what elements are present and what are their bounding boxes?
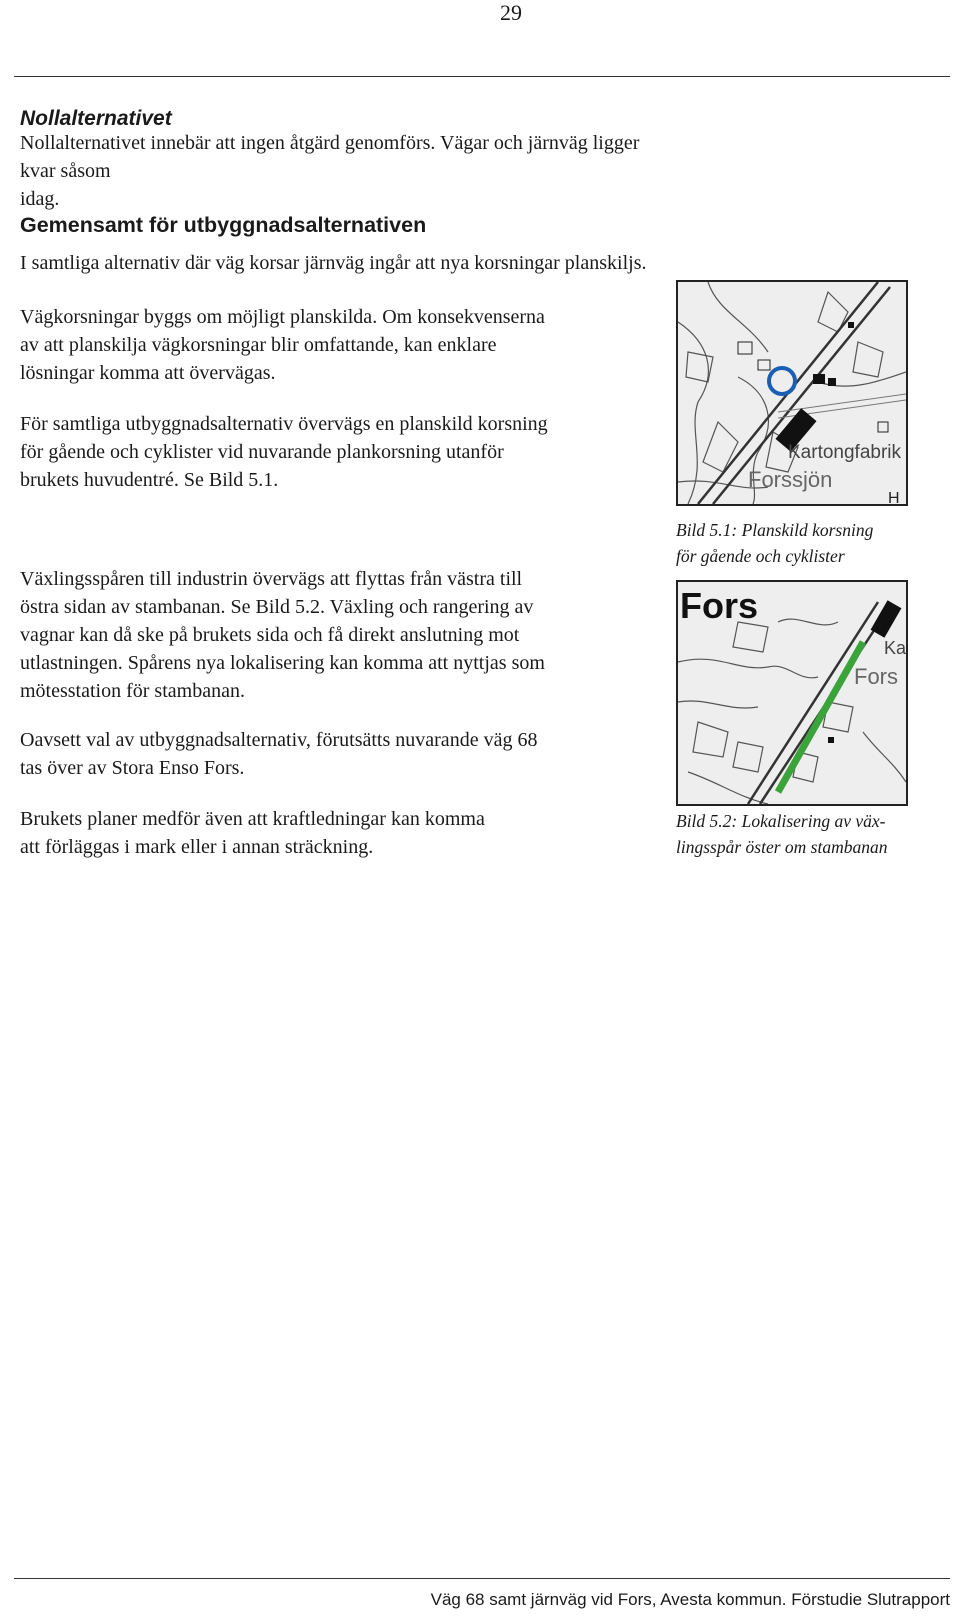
paragraph-common-6 (20, 805, 670, 861)
map-illustration (678, 582, 906, 804)
map-figure-5-2 (676, 580, 908, 806)
footer-text: Väg 68 samt järnväg vid Fors, Avesta kommun. Förstudie Slutrapport (430, 1590, 950, 1609)
text-line: Brukets planer medför även att kraftledningar kan komma (20, 808, 485, 830)
text-line: I samtliga alternativ där väg korsar järnväg ingår att nya korsningar planskiljs. (20, 252, 647, 274)
paragraph-common-3 (20, 410, 670, 494)
text-line: vagnar kan då ske på brukets sida och få direkt anslutning mot (20, 624, 520, 646)
caption-line: Bild 5.2: Lokalisering av väx- (676, 811, 886, 831)
figure-5-1-caption (676, 517, 936, 569)
caption-line: Bild 5.1: Planskild korsning (676, 520, 874, 540)
text-line: För samtliga utbyggnadsalternativ övervägs en planskild korsning (20, 413, 548, 435)
text-line: för gående och cyklister vid nuvarande plankorsning utanför (20, 441, 504, 463)
text-line: mötesstation för stambanan. (20, 680, 245, 702)
caption-line: lingsspår öster om stambanan (676, 837, 888, 857)
heading-nollalternativet: Nollalternativet (20, 107, 172, 130)
text-line: östra sidan av stambanan. Se Bild 5.2. Växling och rangering av (20, 596, 534, 618)
paragraph-nollalternativet (20, 129, 670, 213)
map-label-fors: Fors (680, 585, 759, 626)
map-label-ka: Ka (884, 638, 906, 658)
text-line: Växlingsspåren till industrin övervägs att flyttas från västra till (20, 568, 523, 590)
text-line: att förläggas i mark eller i annan sträckning. (20, 836, 374, 858)
text-line: idag. (20, 188, 60, 210)
map-figure-5-1 (676, 280, 908, 506)
text-line: utlastningen. Spårens nya lokalisering kan komma att nyttjas som (20, 652, 545, 674)
text-line: av att planskilja vägkorsningar blir omfattande, kan enklare (20, 334, 497, 356)
text-line: tas över av Stora Enso Fors. (20, 757, 245, 779)
paragraph-common-4 (20, 565, 670, 705)
text-line: lösningar komma att övervägas. (20, 362, 276, 384)
heading-gemensamt: Gemensamt för utbyggnadsalternativen (20, 213, 427, 237)
page-number: 29 (500, 0, 522, 25)
paragraph-common-5 (20, 726, 670, 782)
footer-divider (14, 1578, 950, 1579)
figure-5-2-caption (676, 808, 936, 860)
paragraph-common-1 (20, 249, 670, 277)
text-line: Oavsett val av utbyggnadsalternativ, förutsätts nuvarande väg 68 (20, 729, 538, 751)
paragraph-common-2 (20, 303, 670, 387)
map-label-kartongfabrik: Kartongfabrik (788, 442, 902, 463)
map-label-fors-water: Fors (854, 664, 898, 689)
map-label-forssjon: Forssjön (748, 467, 833, 492)
header-divider (14, 76, 950, 77)
caption-line: för gående och cyklister (676, 546, 845, 566)
map-label-h: H (888, 490, 900, 504)
map-illustration (678, 282, 906, 504)
text-line: brukets huvudentré. Se Bild 5.1. (20, 469, 279, 491)
text-line: Nollalternativet innebär att ingen åtgärd genomförs. Vägar och järnväg ligger kvar såsom (20, 132, 640, 182)
text-line: Vägkorsningar byggs om möjligt planskilda. Om konsekvenserna (20, 306, 545, 328)
